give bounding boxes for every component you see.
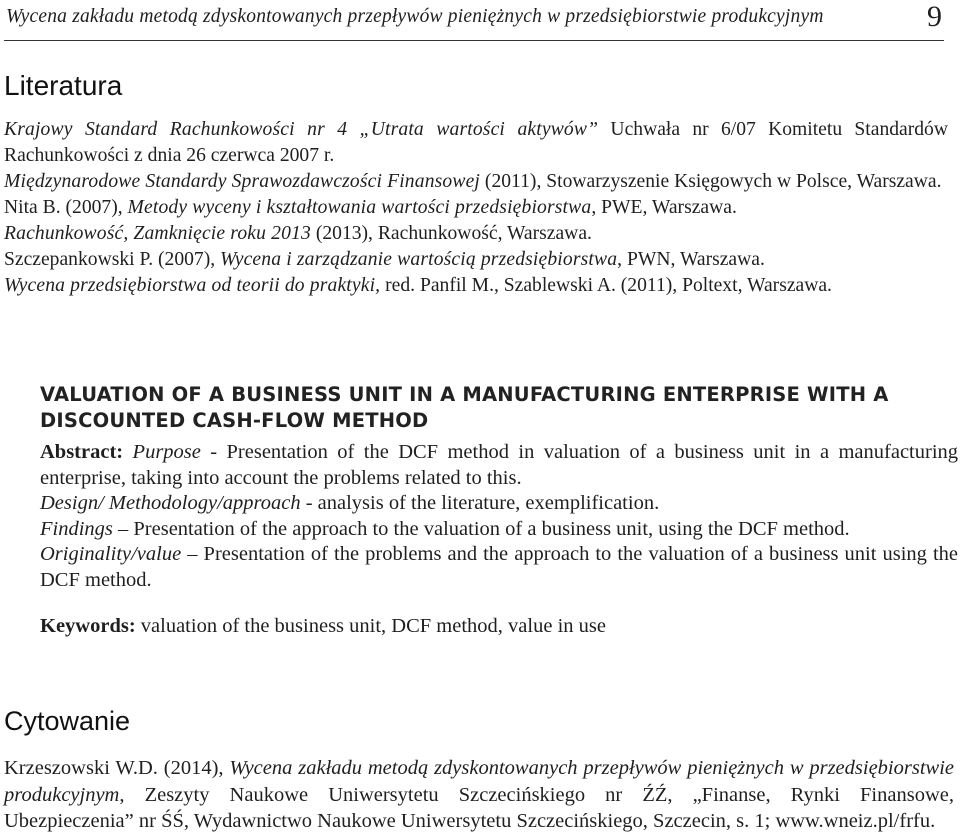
- reference-author: Nita B. (2007),: [4, 197, 128, 218]
- reference-item: [4, 195, 948, 221]
- reference-item: [4, 117, 948, 169]
- design-label: Design/ Methodology/approach: [40, 492, 301, 514]
- reference-list: [4, 117, 948, 299]
- reference-details: red. Panfil M., Szablewski A. (2011), Poltext, Warszawa.: [380, 275, 832, 296]
- running-title: Wycena zakładu metodą zdyskontowanych przepływów pieniężnych w przedsiębiorstwie produkcyjnym: [6, 6, 824, 27]
- originality-text: – Presentation of the problems and the approach to the valuation of a business unit using the DCF method.: [40, 543, 958, 591]
- abstract-label: Abstract:: [40, 441, 124, 463]
- reference-title: Wycena i zarządzanie wartością przedsiębiorstwa: [220, 249, 618, 270]
- citation-title: Wycena zakładu metodą zdyskontowanych przepływów pieniężnych w przedsiębiorstwie produkcyjnym: [4, 757, 954, 806]
- reference-details: Uchwała nr 6/07 Komitetu Standardów Rachunkowości z dnia 26 czerwca 2007 r.: [4, 119, 949, 166]
- keywords-text: valuation of the business unit, DCF method, value in use: [135, 615, 606, 637]
- originality-label: Originality/value: [40, 543, 182, 565]
- abstract-originality: [40, 542, 958, 593]
- citation-author: Krzeszowski W.D. (2014),: [4, 757, 230, 779]
- reference-item: [4, 221, 948, 247]
- reference-details: , PWN, Warszawa.: [617, 249, 765, 270]
- reference-title: Rachunkowość, Zamknięcie roku 2013: [4, 223, 311, 244]
- reference-author: Szczepankowski P. (2007),: [4, 249, 221, 270]
- citation: [4, 755, 954, 835]
- literature-heading: Literatura: [4, 70, 123, 101]
- reference-item: [4, 169, 948, 195]
- abstract: [40, 440, 958, 593]
- english-title: VALUATION OF A BUSINESS UNIT IN A MANUFACTURING ENTERPRISE WITH A DISCOUNTED CASH-FLOW METHOD: [40, 383, 889, 432]
- abstract-design: [40, 491, 958, 517]
- reference-title: Krajowy Standard Rachunkowości nr 4 „Utrata wartości aktywów”: [4, 119, 599, 140]
- keywords: [40, 613, 958, 639]
- reference-item: [4, 247, 948, 273]
- purpose-label: Purpose: [132, 441, 201, 463]
- reference-details: , PWE, Warszawa.: [591, 197, 737, 218]
- running-header: [4, 2, 944, 41]
- reference-details: (2011), Stowarzyszenie Księgowych w Polsce, Warszawa.: [480, 171, 942, 192]
- reference-title: Międzynarodowe Standardy Sprawozdawczości Finansowej: [4, 171, 481, 192]
- design-text: - analysis of the literature, exemplification.: [300, 492, 660, 514]
- citation-details: , Zeszyty Naukowe Uniwersytetu Szczecińskiego nr ŹŹ, „Finanse, Rynki Finansowe, Ubezpieczenia” nr ŚŚ, Wydawnictwo Naukowe Uniwersytetu Szczecińskiego, Szczecin, s. 1; www.wneiz.pl/frfu.: [4, 783, 954, 832]
- purpose-text: - Presentation of the DCF method in valuation of a business unit in a manufacturing enterprise, taking into account the problems related to this.: [40, 441, 959, 489]
- findings-label: Findings: [40, 517, 113, 540]
- citation-heading: Cytowanie: [4, 706, 131, 736]
- abstract-purpose: [40, 440, 958, 491]
- page-number: 9: [927, 0, 942, 33]
- reference-title: Wycena przedsiębiorstwa od teorii do praktyki,: [4, 275, 381, 296]
- reference-title: Metody wyceny i kształtowania wartości przedsiębiorstwa: [127, 197, 592, 218]
- reference-item: [4, 273, 948, 299]
- keywords-label: Keywords:: [40, 615, 136, 637]
- findings-text: – Presentation of the approach to the valuation of a business unit, using the DCF method.: [112, 517, 850, 540]
- abstract-findings: [40, 517, 958, 543]
- reference-details: (2013), Rachunkowość, Warszawa.: [310, 223, 592, 244]
